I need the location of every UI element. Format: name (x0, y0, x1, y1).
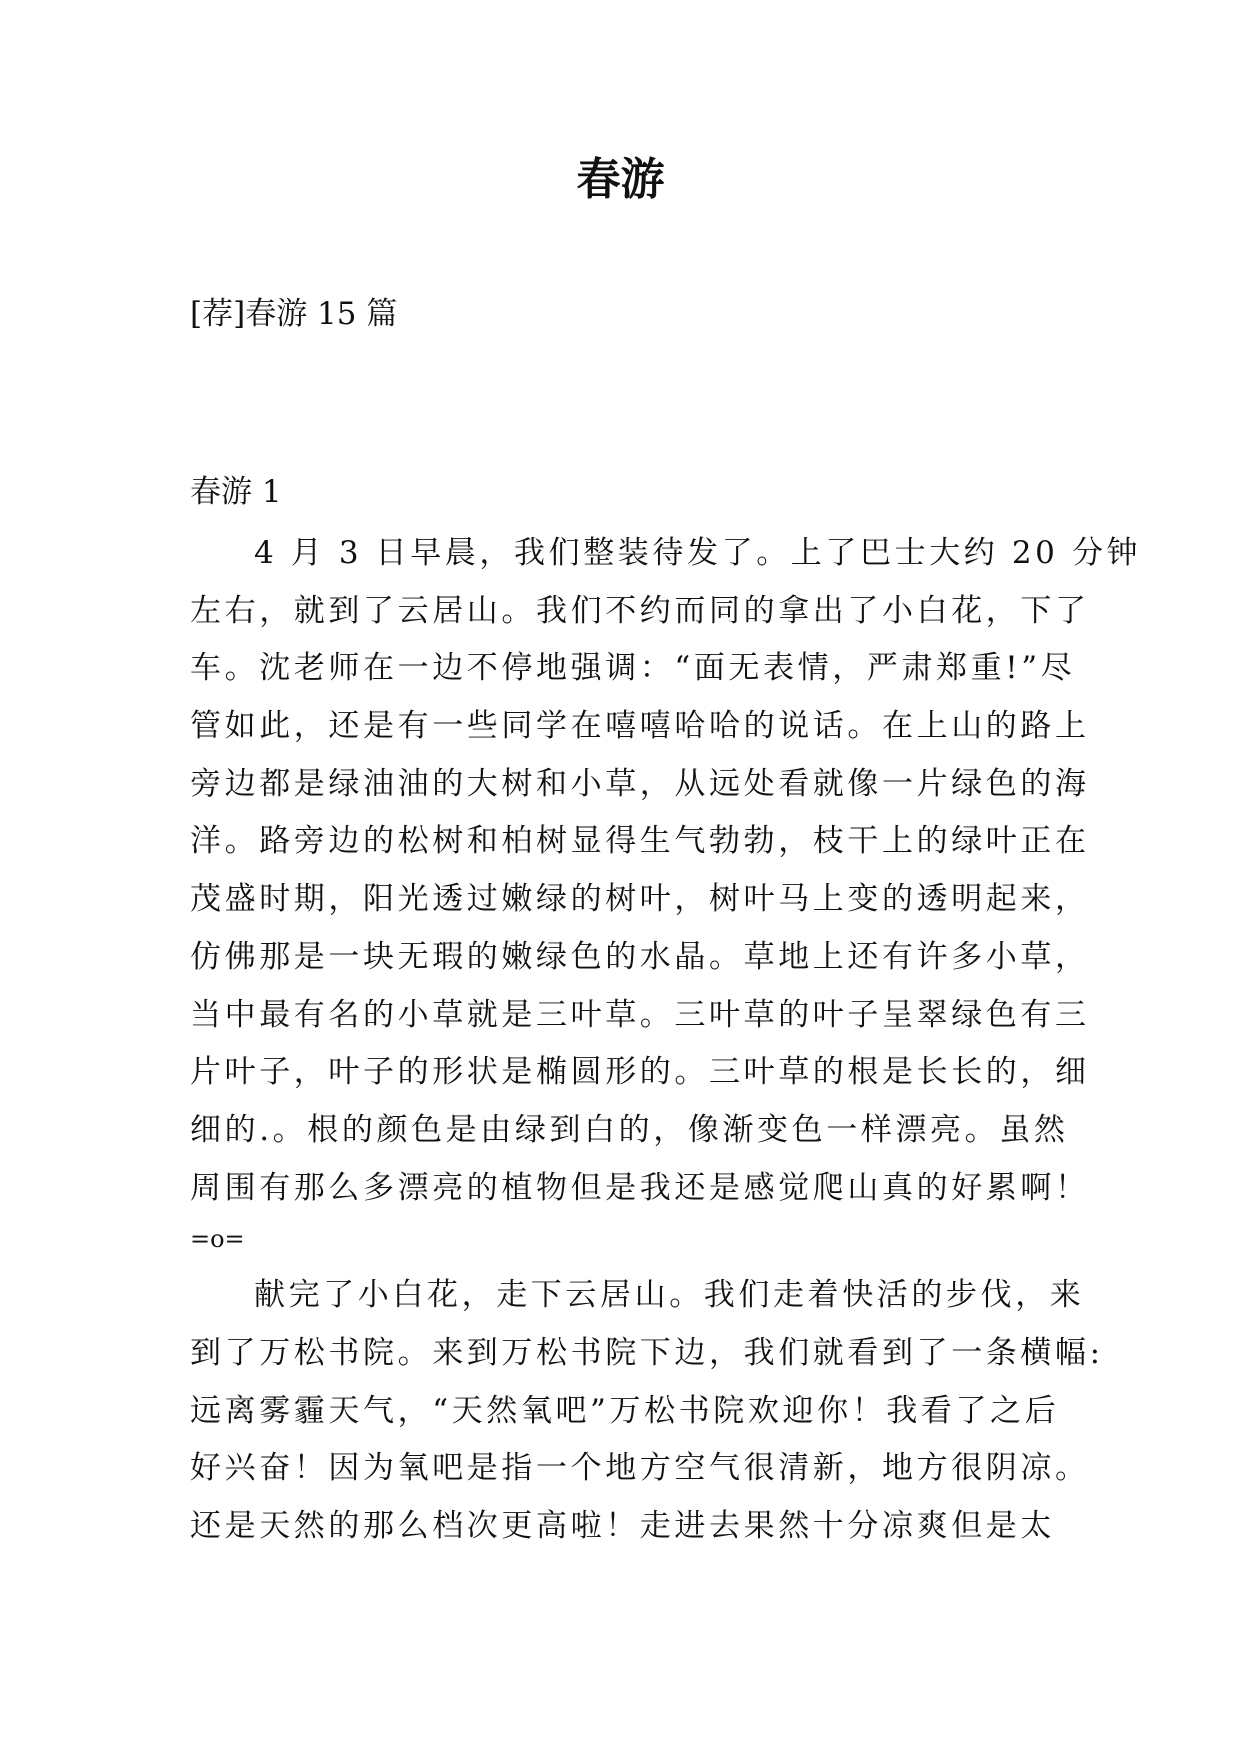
body-line: 仿佛那是一块无瑕的嫩绿色的水晶。草地上还有许多小草， (190, 938, 1090, 975)
body-line: 还是天然的那么档次更高啦！走进去果然十分凉爽但是太 (190, 1508, 1055, 1544)
body-line: 茂盛时期，阳光透过嫩绿的树叶，树叶马上变的透明起来， (190, 881, 1090, 918)
body-line: 到了万松书院。来到万松书院下边，我们就看到了一条横幅: (190, 1334, 1104, 1371)
body-line: 细的.。根的颜色是由绿到白的，像渐变色一样漂亮。虽然 (190, 1111, 1069, 1148)
body-line: 左右，就到了云居山。我们不约而同的拿出了小白花，下了 (190, 592, 1090, 629)
body-line: 车。沈老师在一边不停地强调：“面无表情，严肃郑重!”尽 (190, 650, 1076, 687)
body-line: 旁边都是绿油油的大树和小草，从远处看就像一片绿色的海 (190, 765, 1090, 802)
body-line: =o= (190, 1225, 245, 1254)
body-line: 献完了小白花，走下云居山。我们走着快活的步伐，来 (254, 1277, 1085, 1314)
body-line: 当中最有名的小草就是三叶草。三叶草的叶子呈翠绿色有三 (190, 996, 1090, 1033)
body-line: 4 月 3 日早晨，我们整装待发了。上了巴士大约 20 分钟 (254, 535, 1142, 571)
body-line: 管如此，还是有一些同学在嘻嘻哈哈的说话。在上山的路上 (190, 708, 1090, 745)
body-line: 周围有那么多漂亮的植物但是我还是感觉爬山真的好累啊！ (190, 1169, 1090, 1206)
body-text (190, 525, 1142, 1556)
body-line: 洋。路旁边的松树和柏树显得生气勃勃，枝干上的绿叶正在 (190, 823, 1090, 860)
body-line: 好兴奋！因为氧吧是指一个地方空气很清新，地方很阴凉。 (190, 1450, 1090, 1487)
document-subtitle: [荐]春游 15 篇 (190, 296, 398, 332)
section-heading: 春游 1 (190, 474, 282, 510)
body-line: 片叶子，叶子的形状是椭圆形的。三叶草的根是长长的，细 (190, 1054, 1090, 1091)
document-title: 春游 (576, 154, 665, 205)
body-line: 远离雾霾天气，“天然氧吧”万松书院欢迎你！我看了之后 (190, 1392, 1060, 1429)
